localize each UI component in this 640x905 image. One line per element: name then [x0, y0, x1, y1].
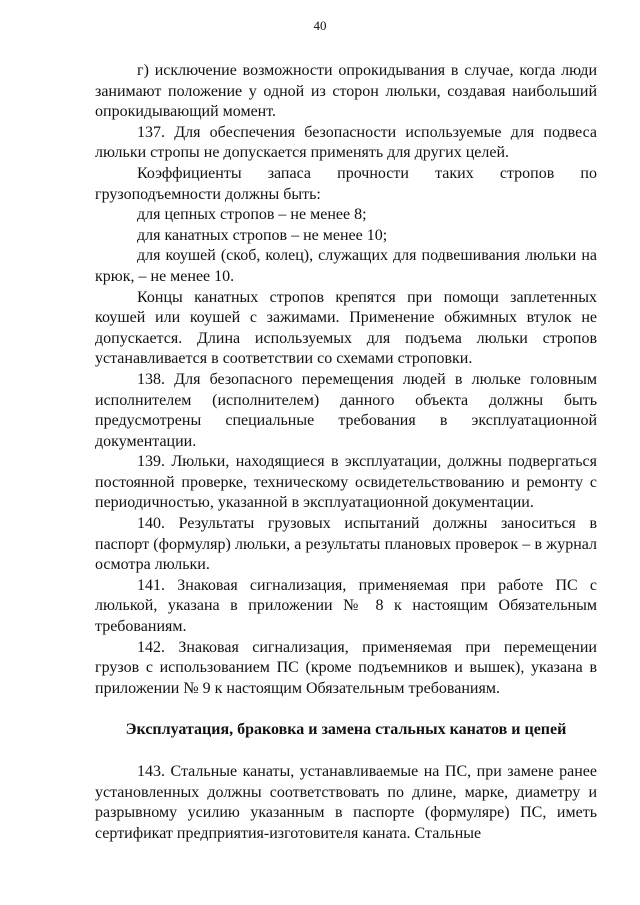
paragraph-143: 143. Стальные канаты, устанавливаемые на ПС, при замене ранее установленных должны соответствовать по длине, марке, диаметру и разрывному усилию указанным в паспорте (формуляре) ПС, иметь сертификат предприятия-изготовителя каната. Стальные — [95, 763, 597, 842]
paragraph-137: 137. Для обеспечения безопасности используемые для подвеса люльки стропы не допускается применять для других целей. — [95, 123, 597, 162]
paragraph-141: 141. Знаковая сигнализация, применяемая при работе ПС с люлькой, указана в приложении № 8 к настоящим Обязательным требованиям. — [95, 576, 597, 636]
paragraph-142: 142. Знаковая сигнализация, применяемая при перемещении грузов с использованием ПС (кроме подъемников и вышек), указана в приложении № 9 к настоящим Обязательным требованиям. — [95, 638, 597, 697]
paragraph-138: 138. Для безопасного перемещения людей в люльке головным исполнителем (исполнителем) данного объекта должны быть предусмотрены специальные требования в эксплуатационной документации. — [95, 370, 597, 450]
list-item-thimbles: для коушей (скоб, колец), служащих для подвешивания люльки на крюк, – не менее 10. — [95, 247, 597, 285]
list-item-rope-slings: для канатных стропов – не менее 10; — [137, 226, 388, 244]
list-item-chain-slings: для цепных стропов – не менее 8; — [137, 206, 367, 224]
paragraph-rope-ends: Концы канатных стропов крепятся при помощи заплетенных коушей или коушей с зажимами. Применение обжимных втулок не допускается. Длина используемых для подъема люльки стропов устанавливается в соответствии со схемами строповки. — [95, 288, 597, 368]
paragraph-140: 140. Результаты грузовых испытаний должны заноситься в паспорт (формуляр) люльки, а результаты плановых проверок – в журнал осмотра люльки. — [95, 515, 597, 574]
section-heading: Эксплуатация, браковка и замена стальных канатов и цепей — [125, 721, 567, 739]
page-body — [95, 61, 597, 844]
paragraph-item-g: г) исключение возможности опрокидывания в случае, когда люди занимают положение у одной из сторон люльки, создавая наибольший опрокидывающий момент. — [95, 62, 597, 121]
paragraph-safety-factors: Коэффициенты запаса прочности таких стропов по грузоподъемности должны быть: — [95, 164, 597, 203]
paragraph-139: 139. Люльки, находящиеся в эксплуатации, должны подвергаться постоянной проверке, техническому освидетельствованию и ремонту с периодичностью, указанной в эксплуатационной документации. — [95, 453, 597, 512]
page-number: 40 — [313, 18, 327, 33]
